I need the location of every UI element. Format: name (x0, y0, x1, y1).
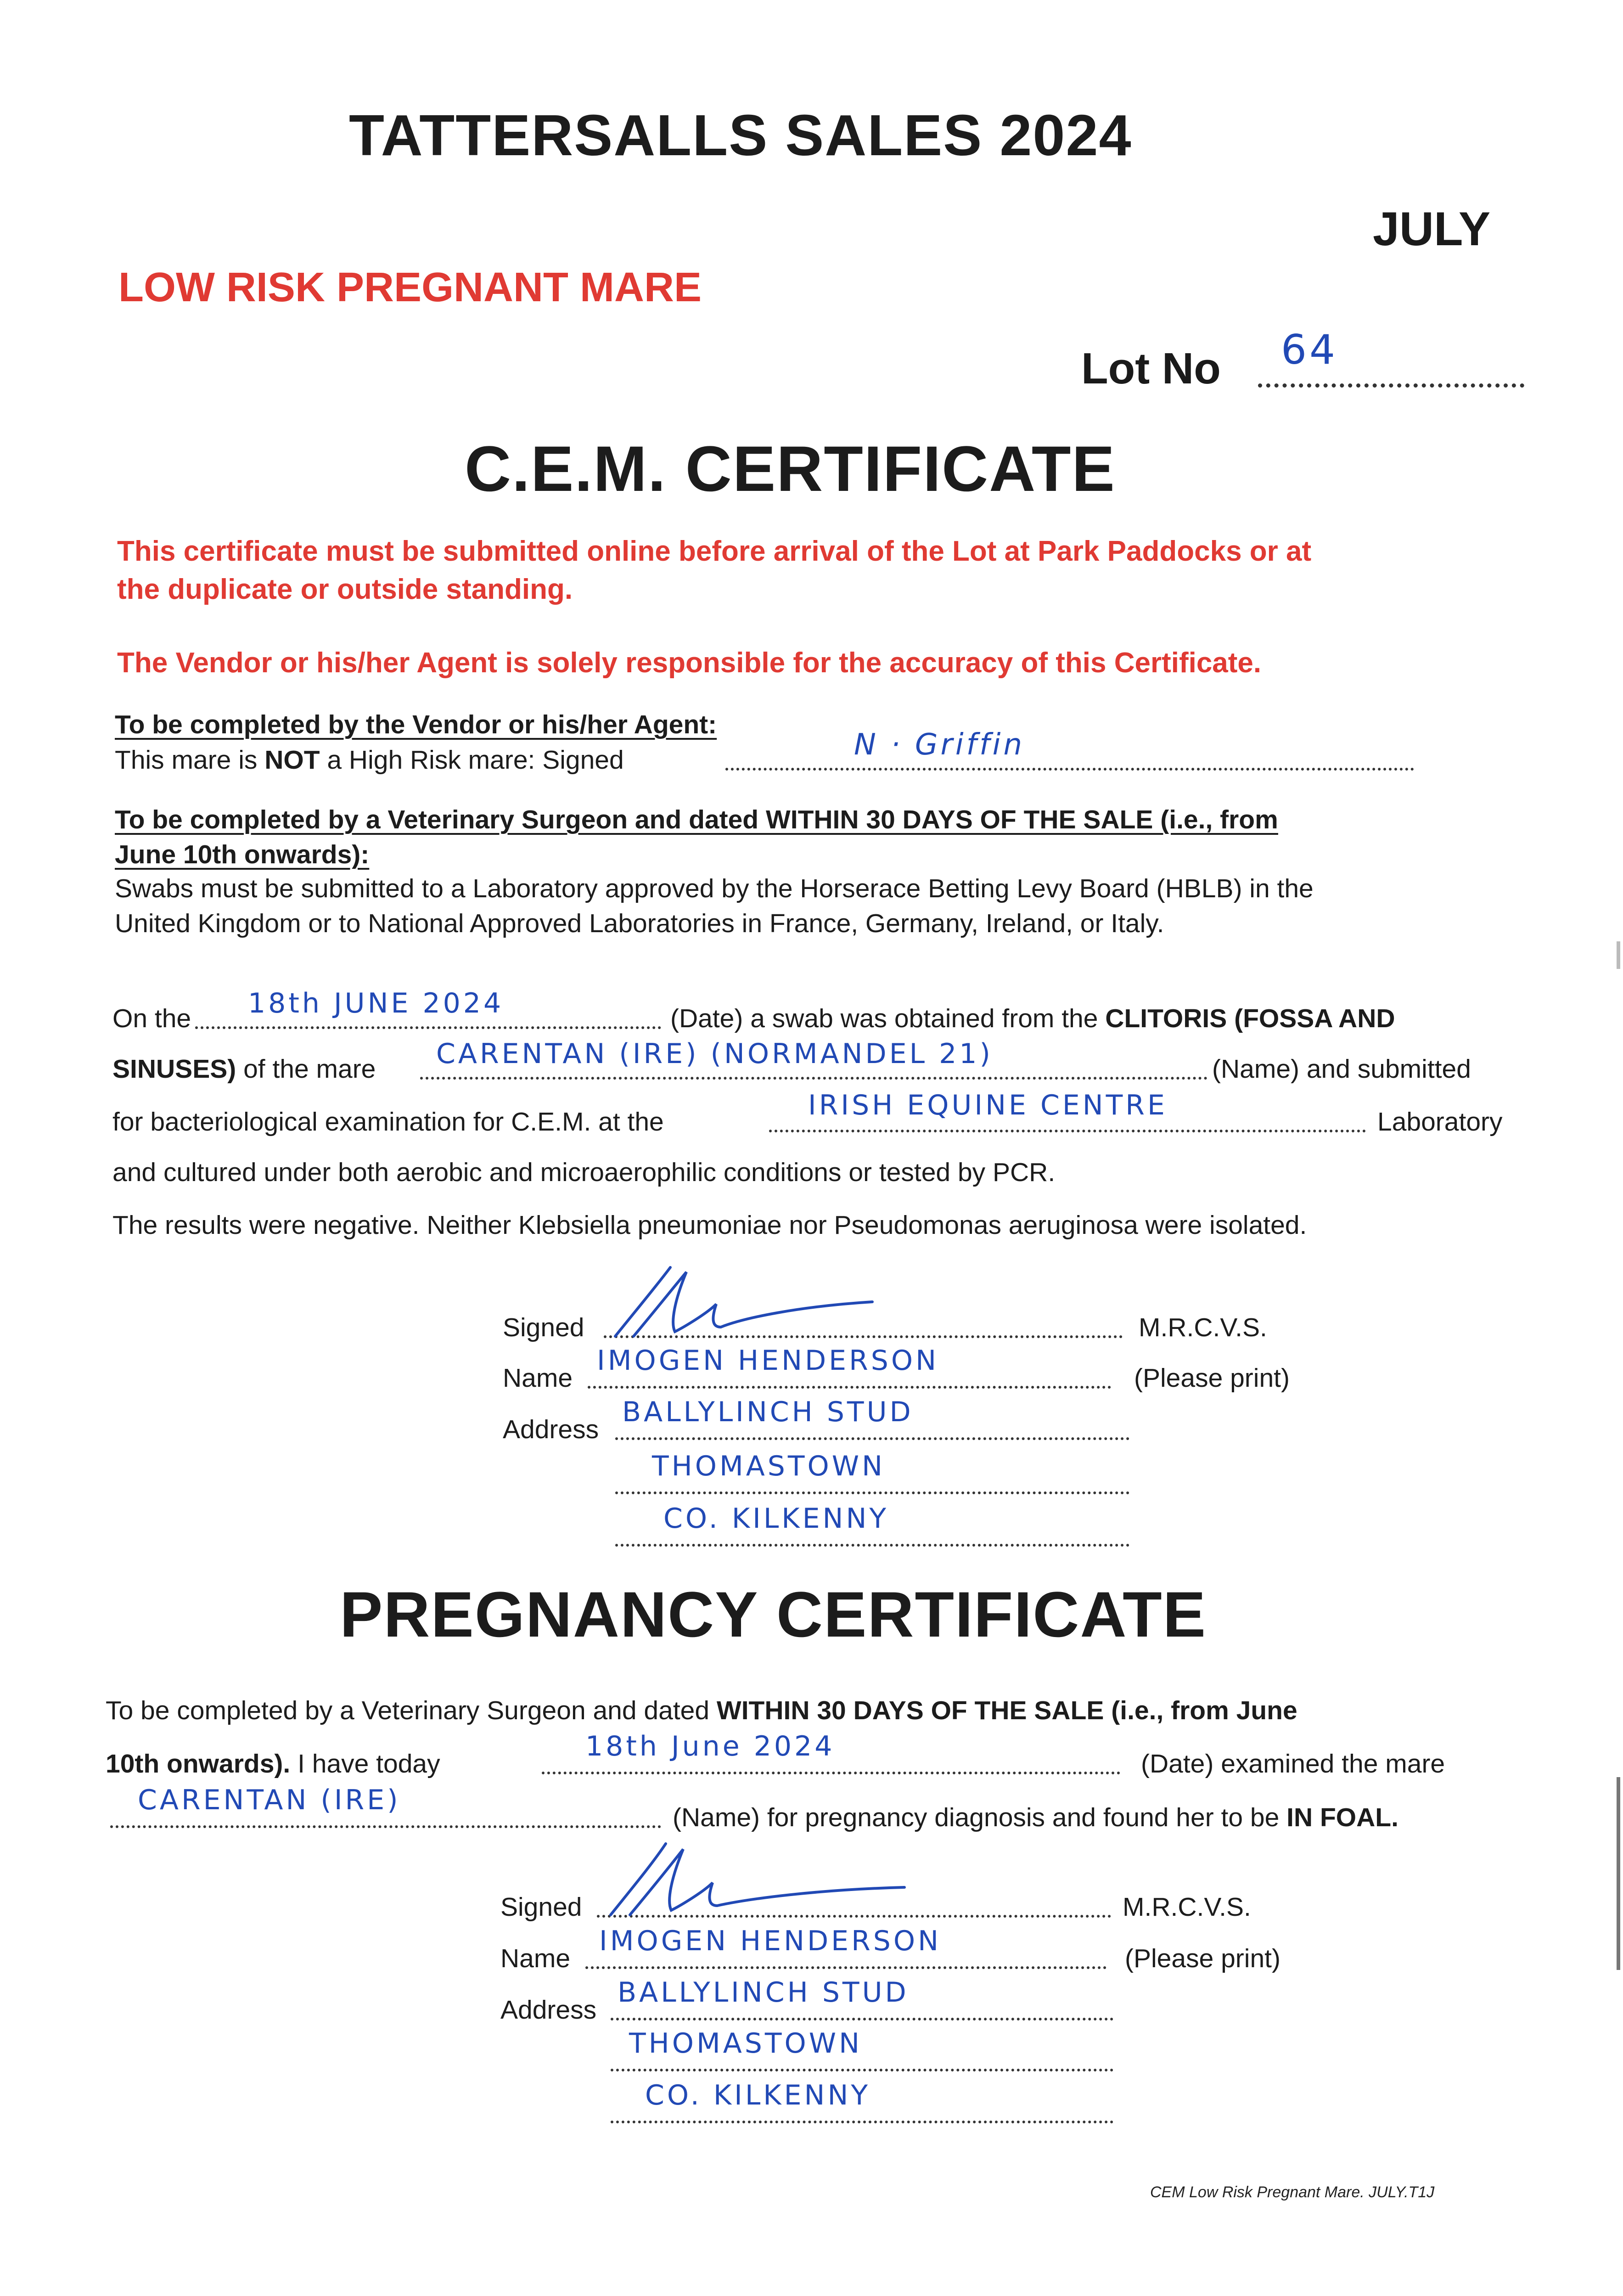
in-foal: IN FOAL. (1286, 1803, 1398, 1832)
sinuses-text (112, 1054, 376, 1084)
date-text: (Date) a swab was obtained from the (670, 1004, 1106, 1033)
preg-vet-name: IMOGEN HENDERSON (599, 1925, 941, 1957)
scan-edge-mark-small (1617, 941, 1620, 969)
name-submitted: (Name) and submitted (1212, 1054, 1471, 1084)
cem-mrcvs: M.R.C.V.S. (1139, 1313, 1267, 1342)
preg-please-print: (Please print) (1125, 1944, 1280, 1973)
cem-address-label: Address (503, 1415, 599, 1444)
preg-name-label: Name (500, 1944, 571, 1973)
cem-vet-name: IMOGEN HENDERSON (597, 1345, 939, 1377)
vet-heading-line2: June 10th onwards): (115, 840, 370, 869)
cem-address-line1 (615, 1437, 1129, 1440)
vendor-text-1: This mare is (115, 745, 265, 775)
cem-address-2: THOMASTOWN (652, 1450, 885, 1482)
preg-address-3: CO. KILKENNY (645, 2079, 870, 2111)
pregnancy-line2-end: (Date) examined the mare (1141, 1749, 1445, 1778)
pregnancy-line1-bold: WITHIN 30 DAYS OF THE SALE (i.e., from June (716, 1696, 1297, 1725)
cem-address-line3 (615, 1544, 1129, 1547)
vendor-statement (115, 745, 624, 775)
pregnancy-mare-line (110, 1825, 661, 1828)
preg-vet-signature (601, 1835, 914, 1926)
cem-signed-label: Signed (503, 1313, 584, 1342)
form-code: CEM Low Risk Pregnant Mare. JULY.T1J (1150, 2183, 1435, 2201)
clitoris-text: CLITORIS (FOSSA AND (1105, 1004, 1395, 1033)
vendor-signature-line (725, 768, 1414, 771)
cem-notice-line1: This certificate must be submitted online before arrival of the Lot at Park Paddocks or at (117, 535, 1312, 567)
cem-notice-line2: the duplicate or outside standing. (117, 574, 573, 605)
cultured-text: and cultured under both aerobic and microaerophilic conditions or tested by PCR. (112, 1158, 1056, 1187)
preg-name-line (585, 1966, 1106, 1969)
lot-dotted-line (1258, 383, 1524, 388)
pregnancy-line1-text: To be completed by a Veterinary Surgeon and dated (106, 1696, 717, 1725)
cem-name-line (588, 1386, 1111, 1389)
scan-edge-mark (1617, 1777, 1620, 1970)
lot-number: 64 (1281, 326, 1338, 373)
exam-date: 18th June 2024 (585, 1730, 835, 1762)
preg-address-1: BALLYLINCH STUD (618, 1976, 909, 2009)
pregnancy-line2-text: I have today (290, 1749, 440, 1778)
vet-heading-line1 (115, 805, 1278, 835)
laboratory-name: IRISH EQUINE CENTRE (808, 1089, 1168, 1121)
sinuses-bold: SINUSES) (112, 1054, 236, 1084)
swab-line2: United Kingdom or to National Approved Laboratories in France, Germany, Ireland, or Italy. (115, 909, 1164, 938)
laboratory-label: Laboratory (1377, 1107, 1503, 1137)
preg-address-label: Address (500, 1995, 597, 2025)
pregnancy-mare-name: CARENTAN (IRE) (138, 1784, 401, 1816)
cem-address-1: BALLYLINCH STUD (622, 1396, 914, 1428)
vendor-heading: To be completed by the Vendor or his/her Agent: (115, 710, 717, 739)
preg-address-line2 (611, 2069, 1113, 2071)
swab-date-line (195, 1026, 661, 1029)
pregnancy-line3-text: (Name) for pregnancy diagnosis and found her to be (673, 1803, 1287, 1832)
vet-heading-text: To be completed by a Veterinary Surgeon and dated (115, 805, 766, 834)
pregnancy-line1 (106, 1695, 1297, 1726)
vendor-signature: N · Griffin (854, 728, 1025, 762)
cem-please-print: (Please print) (1134, 1363, 1290, 1393)
document-title: TATTERSALLS SALES 2024 (349, 103, 1132, 168)
responsibility-notice: The Vendor or his/her Agent is solely responsible for the accuracy of this Certificate. (117, 647, 1262, 679)
pregnancy-line3 (673, 1802, 1398, 1833)
laboratory-line (769, 1130, 1366, 1132)
of-the-mare: of the mare (236, 1054, 376, 1084)
preg-address-line1 (611, 2018, 1113, 2020)
preg-signed-label: Signed (500, 1892, 582, 1922)
results-text: The results were negative. Neither Klebsiella pneumoniae nor Pseudomonas aeruginosa were isolated. (112, 1210, 1307, 1240)
mare-name-line (420, 1077, 1207, 1080)
vendor-text-not: NOT (264, 745, 320, 775)
swab-date: 18th JUNE 2024 (248, 987, 504, 1019)
cem-address-3: CO. KILKENNY (663, 1503, 889, 1535)
preg-address-2: THOMASTOWN (629, 2027, 862, 2060)
swab-line1: Swabs must be submitted to a Laboratory approved by the Horserace Betting Levy Board (HBLB) in the (115, 874, 1314, 903)
sale-month: JULY (1373, 203, 1491, 256)
swab-date-text (670, 1003, 1395, 1034)
vendor-text-2: a High Risk mare: Signed (320, 745, 624, 775)
on-the-label: On the (112, 1004, 191, 1033)
bacteriological-text: for bacteriological examination for C.E.M. at the (112, 1107, 664, 1137)
cem-address-line2 (615, 1491, 1129, 1494)
cem-vet-signature (606, 1258, 882, 1350)
pregnancy-line2-bold: 10th onwards). (106, 1749, 291, 1778)
exam-date-line (542, 1772, 1120, 1774)
cem-name-label: Name (503, 1363, 573, 1393)
lot-label: Lot No (1081, 344, 1221, 393)
category-label: LOW RISK PREGNANT MARE (118, 264, 702, 310)
cem-heading: C.E.M. CERTIFICATE (465, 433, 1116, 505)
vet-heading-bold: WITHIN 30 DAYS OF THE SALE (i.e., from (765, 805, 1278, 834)
cem-mare-name: CARENTAN (IRE) (NORMANDEL 21) (436, 1038, 993, 1070)
preg-mrcvs: M.R.C.V.S. (1123, 1892, 1251, 1922)
preg-address-line3 (611, 2121, 1113, 2123)
pregnancy-line2 (106, 1749, 440, 1779)
pregnancy-heading: PREGNANCY CERTIFICATE (340, 1578, 1207, 1650)
